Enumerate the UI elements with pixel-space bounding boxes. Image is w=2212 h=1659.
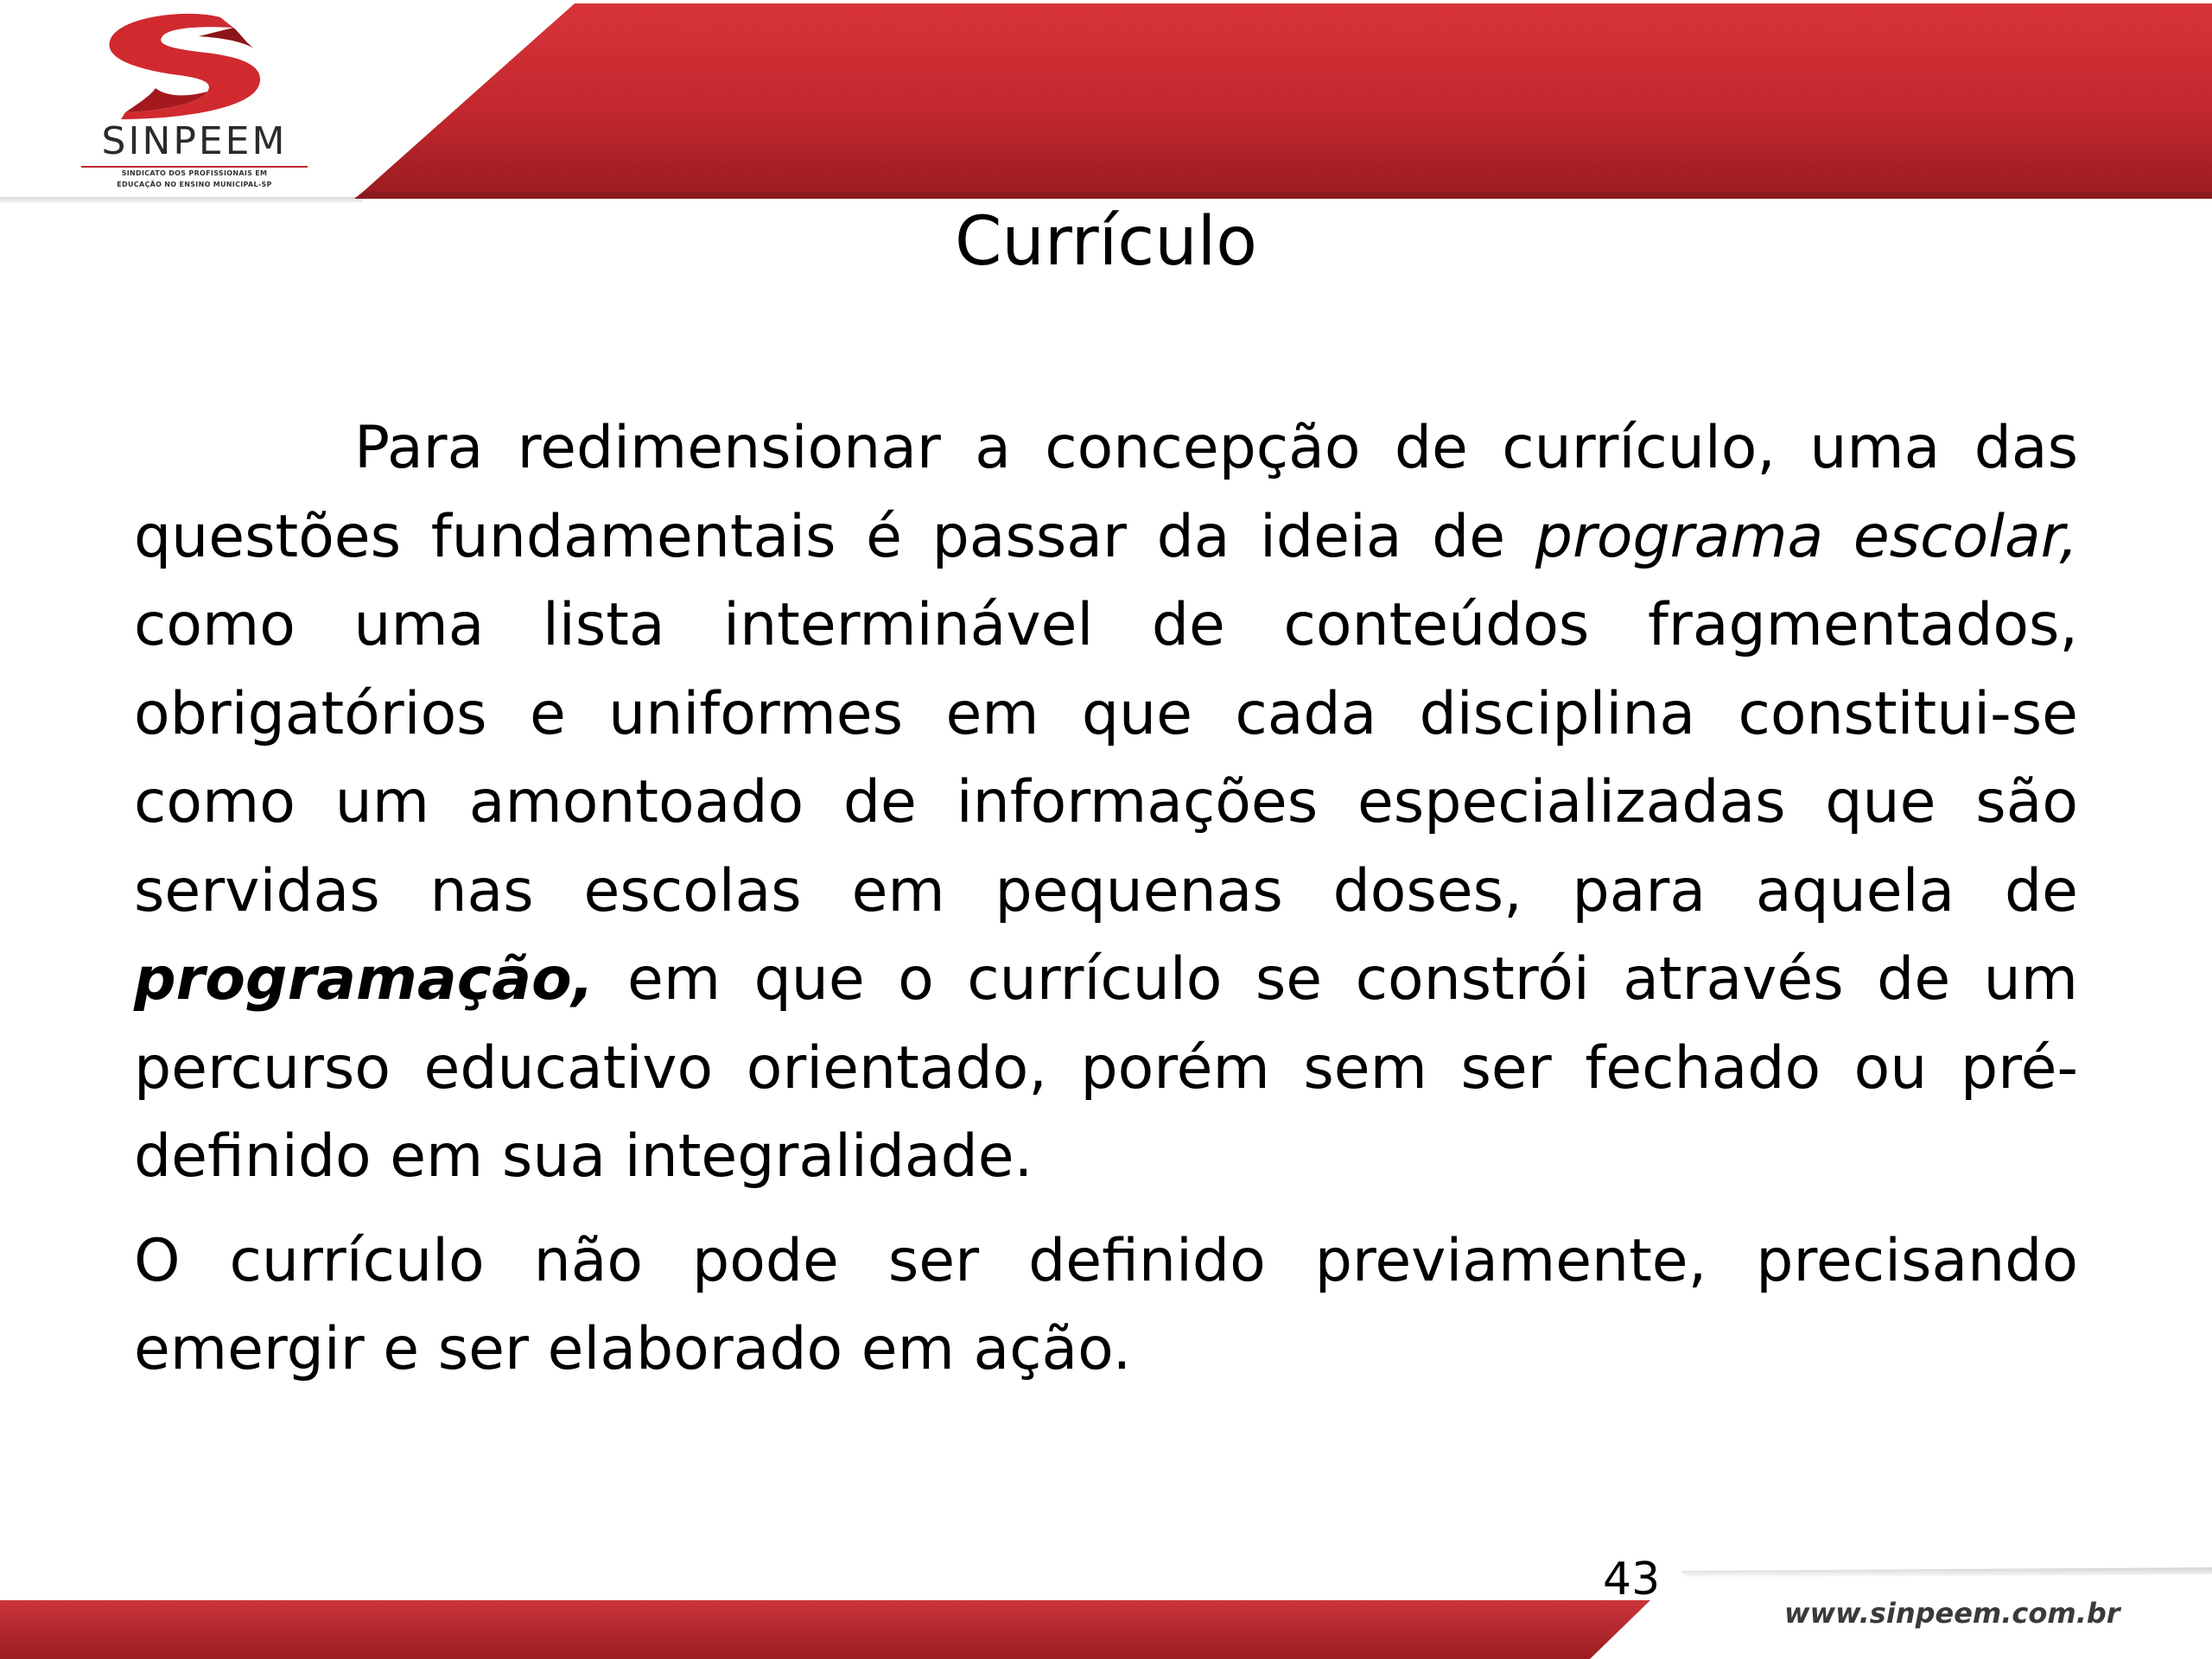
sinpeem-logo	[69, 9, 320, 194]
header-banner	[0, 0, 2212, 207]
term-programacao: programação,	[134, 945, 594, 1014]
page-number: 43	[1603, 1554, 1661, 1605]
paragraph-1-part-2: como uma lista interminável de conteúdos fragmentados, obrigatórios e uniformes em que cada disciplina constitui-se como um amontoado de informações especializadas que são servidas nas escolas em pequenas doses, para aquela de	[134, 591, 2078, 925]
paragraph-1-part-1: Para redimensionar a concepção de currículo, uma das questões fundamentais é passar da ideia de	[134, 414, 2078, 571]
logo-divider	[81, 166, 308, 168]
slide-body	[134, 404, 2078, 1395]
logo-subtitle-line1: SINDICATO DOS PROFISSIONAIS EM	[121, 169, 268, 177]
paragraph-1	[134, 404, 2078, 1202]
logo-subtitle-line2: EDUCAÇÃO NO ENSINO MUNICIPAL-SP	[117, 181, 272, 188]
website-link[interactable]: www.sinpeem.com.br	[1784, 1597, 2120, 1630]
logo-mark-icon	[69, 9, 320, 121]
slide-title: Currículo	[954, 203, 1258, 281]
term-programa-escolar: programa escolar,	[1535, 502, 2078, 571]
logo-name: SINPEEM	[101, 119, 288, 163]
paragraph-2: O currículo não pode ser definido previamente, precisando emergir e ser elaborado em ação.	[134, 1226, 2078, 1383]
paragraph-1-part-3: em que o currículo se constrói através de um percurso educativo orientado, porém sem ser fechado ou pré-definido em sua integralidade.	[134, 945, 2078, 1191]
